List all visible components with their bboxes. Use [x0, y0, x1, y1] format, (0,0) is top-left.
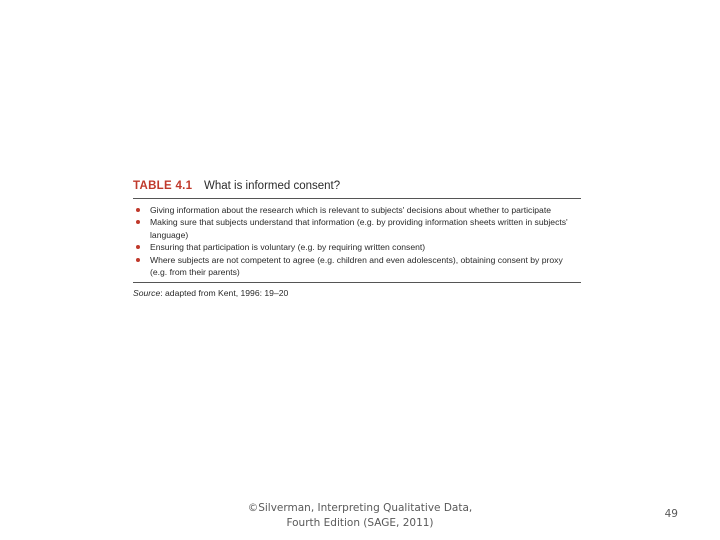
consent-bullet-list — [133, 199, 581, 283]
consent-table — [133, 178, 581, 299]
list-item-text: Where subjects are not competent to agree (e.g. children and even adolescents), obtaining consent by proxy (e.g. from their parents) — [150, 254, 563, 278]
list-item-text: Giving information about the research which is relevant to subjects' decisions about whether to participate — [150, 205, 551, 215]
source-text: : adapted from Kent, 1996: 19–20 — [160, 288, 289, 299]
list-item — [133, 216, 581, 241]
table-number: TABLE 4.1 — [133, 180, 193, 192]
footer-citation — [230, 501, 490, 531]
bullet-icon — [136, 220, 140, 224]
table-heading — [133, 178, 581, 199]
source-label: Source — [133, 288, 161, 299]
slide-number: 49 — [664, 508, 678, 520]
citation-line-2: Fourth Edition (SAGE, 2011) — [286, 517, 434, 529]
bullet-icon — [136, 245, 140, 249]
table-title: What is informed consent? — [204, 180, 341, 192]
list-item — [133, 204, 581, 216]
list-item-text: Ensuring that participation is voluntary (e.g. by requiring written consent) — [150, 242, 426, 253]
list-item — [133, 254, 581, 279]
list-item — [133, 241, 581, 253]
table-source — [133, 283, 581, 299]
list-item-text: Making sure that subjects understand that information (e.g. by providing information sheets written in subjects' language) — [150, 217, 568, 240]
bullet-icon — [136, 208, 140, 212]
citation-line-1: ©Silverman, Interpreting Qualitative Data, — [247, 502, 473, 514]
bullet-icon — [136, 258, 140, 262]
